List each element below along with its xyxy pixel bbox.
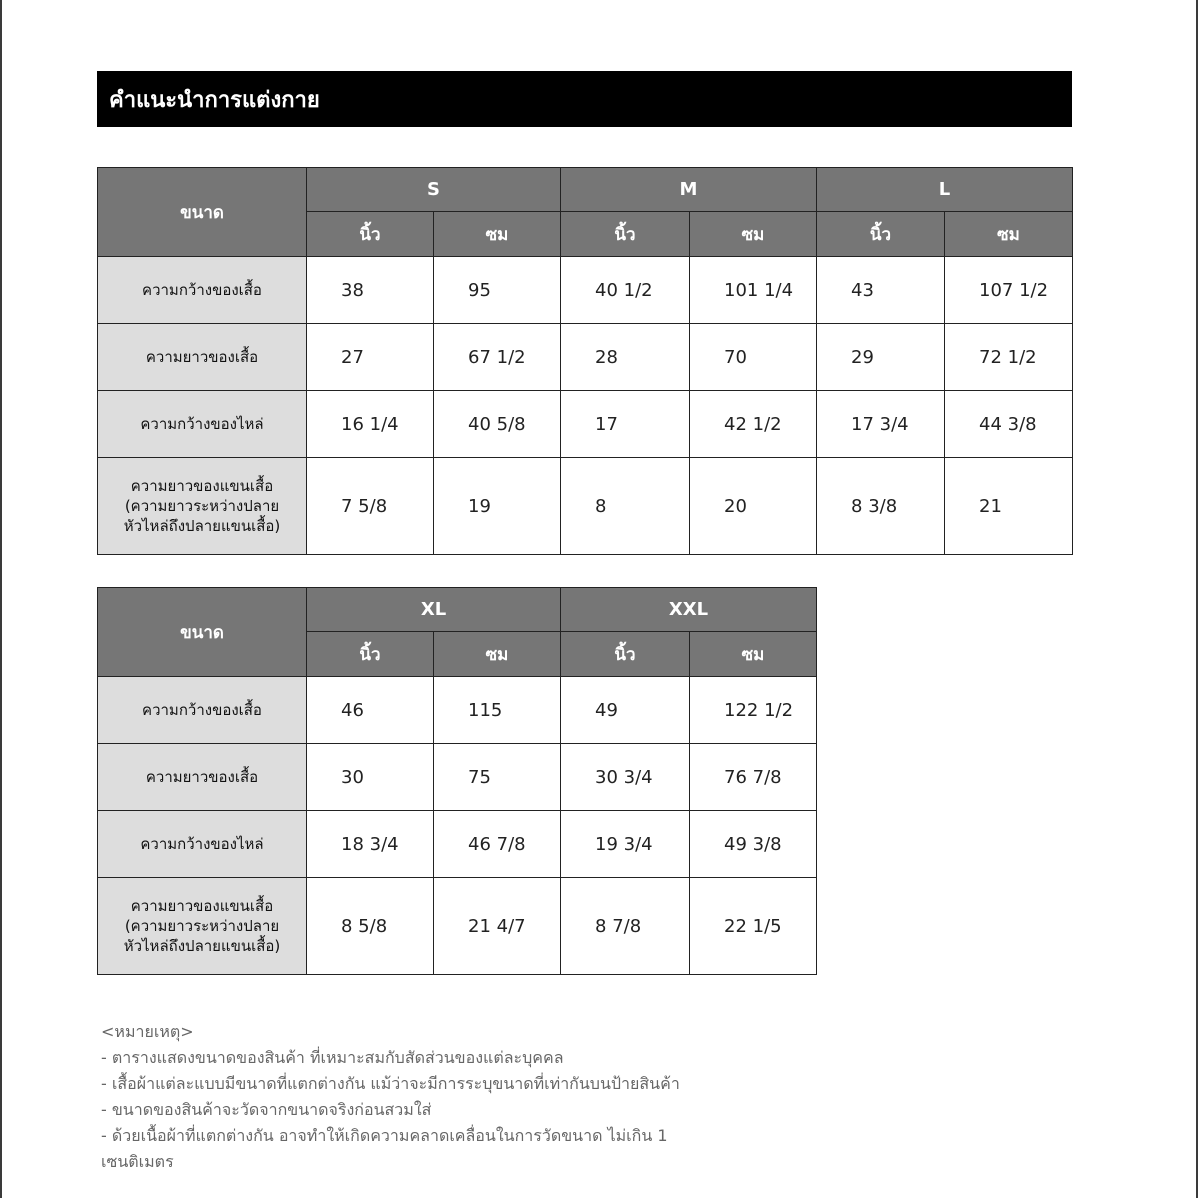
cell-value: 16 1/4 (307, 391, 434, 458)
unit-inch: นิ้ว (561, 632, 690, 677)
row-label-sleeve-line: (ความยาวระหว่างปลาย (124, 497, 280, 515)
cell-value: 75 (434, 744, 561, 811)
unit-cm: ซม (945, 212, 1073, 257)
row-label-sleeve (98, 458, 307, 555)
notes-section (101, 1019, 821, 1175)
size-col-m: M (561, 168, 817, 212)
size-col-xl: XL (307, 588, 561, 632)
row-label-chest: ความกว้างของเสื้อ (98, 677, 307, 744)
cell-value: 76 7/8 (690, 744, 817, 811)
unit-inch: นิ้ว (561, 212, 690, 257)
cell-value: 28 (561, 324, 690, 391)
size-col-l: L (817, 168, 1073, 212)
cell-value: 8 3/8 (817, 458, 945, 555)
page-title-bar (97, 71, 1072, 127)
cell-value: 115 (434, 677, 561, 744)
cell-value: 29 (817, 324, 945, 391)
row-label-sleeve-line: (ความยาวระหว่างปลาย (124, 917, 280, 935)
table-row (98, 878, 817, 975)
cell-value: 17 3/4 (817, 391, 945, 458)
unit-cm: ซม (690, 212, 817, 257)
cell-value: 27 (307, 324, 434, 391)
cell-value: 40 1/2 (561, 257, 690, 324)
table-row (98, 677, 817, 744)
table-row (98, 811, 817, 878)
cell-value: 70 (690, 324, 817, 391)
notes-line: เซนติเมตร (101, 1152, 174, 1171)
cell-value: 44 3/8 (945, 391, 1073, 458)
size-header-label: ขนาด (180, 622, 224, 643)
size-col-s: S (307, 168, 561, 212)
row-label-shoulder: ความกว้างของไหล่ (98, 811, 307, 878)
cell-value: 40 5/8 (434, 391, 561, 458)
cell-value: 49 (561, 677, 690, 744)
unit-cm: ซม (690, 632, 817, 677)
cell-value: 38 (307, 257, 434, 324)
size-header-cell (98, 588, 307, 677)
cell-value: 49 3/8 (690, 811, 817, 878)
table-row (98, 458, 1073, 555)
table-row (98, 257, 1073, 324)
cell-value: 42 1/2 (690, 391, 817, 458)
cell-value: 19 3/4 (561, 811, 690, 878)
row-label-sleeve-line: ความยาวของแขนเสื้อ (130, 477, 274, 495)
cell-value: 19 (434, 458, 561, 555)
cell-value: 22 1/5 (690, 878, 817, 975)
unit-inch: นิ้ว (307, 632, 434, 677)
notes-heading: <หมายเหตุ> (101, 1022, 194, 1041)
cell-value: 18 3/4 (307, 811, 434, 878)
cell-value: 67 1/2 (434, 324, 561, 391)
row-label-sleeve-line: ความยาวของแขนเสื้อ (130, 897, 274, 915)
size-table-1 (97, 167, 1073, 555)
cell-value: 8 7/8 (561, 878, 690, 975)
unit-inch: นิ้ว (817, 212, 945, 257)
notes-line: - ขนาดของสินค้าจะวัดจากขนาดจริงก่อนสวมใส่ (101, 1100, 432, 1119)
table-row (98, 324, 1073, 391)
cell-value: 21 (945, 458, 1073, 555)
cell-value: 95 (434, 257, 561, 324)
page-title: คำแนะนำการแต่งกาย (109, 87, 320, 113)
notes-line: - เสื้อผ้าแต่ละแบบมีขนาดที่แตกต่างกัน แม้ว่าจะมีการระบุขนาดที่เท่ากันบนป้ายสินค้า (101, 1074, 680, 1093)
size-table-2 (97, 587, 817, 975)
cell-value: 122 1/2 (690, 677, 817, 744)
notes-line: - ตารางแสดงขนาดของสินค้า ที่เหมาะสมกับสัดส่วนของแต่ละบุคคล (101, 1048, 564, 1067)
row-label-chest: ความกว้างของเสื้อ (98, 257, 307, 324)
size-header-cell (98, 168, 307, 257)
cell-value: 43 (817, 257, 945, 324)
table-row (98, 391, 1073, 458)
row-label-sleeve-line: หัวไหล่ถึงปลายแขนเสื้อ) (123, 517, 281, 535)
cell-value: 8 5/8 (307, 878, 434, 975)
cell-value: 30 3/4 (561, 744, 690, 811)
cell-value: 8 (561, 458, 690, 555)
row-label-sleeve (98, 878, 307, 975)
cell-value: 17 (561, 391, 690, 458)
cell-value: 46 (307, 677, 434, 744)
size-col-xxl: XXL (561, 588, 817, 632)
row-label-length: ความยาวของเสื้อ (98, 324, 307, 391)
cell-value: 101 1/4 (690, 257, 817, 324)
row-label-sleeve-line: หัวไหล่ถึงปลายแขนเสื้อ) (123, 937, 281, 955)
notes-line: - ด้วยเนื้อผ้าที่แตกต่างกัน อาจทำให้เกิดความคลาดเคลื่อนในการวัดขนาด ไม่เกิน 1 (101, 1126, 668, 1145)
unit-cm: ซม (434, 212, 561, 257)
size-header-label: ขนาด (180, 202, 224, 223)
table-row (98, 744, 817, 811)
cell-value: 7 5/8 (307, 458, 434, 555)
cell-value: 72 1/2 (945, 324, 1073, 391)
cell-value: 20 (690, 458, 817, 555)
unit-inch: นิ้ว (307, 212, 434, 257)
cell-value: 46 7/8 (434, 811, 561, 878)
cell-value: 107 1/2 (945, 257, 1073, 324)
cell-value: 21 4/7 (434, 878, 561, 975)
row-label-length: ความยาวของเสื้อ (98, 744, 307, 811)
row-label-shoulder: ความกว้างของไหล่ (98, 391, 307, 458)
unit-cm: ซม (434, 632, 561, 677)
cell-value: 30 (307, 744, 434, 811)
